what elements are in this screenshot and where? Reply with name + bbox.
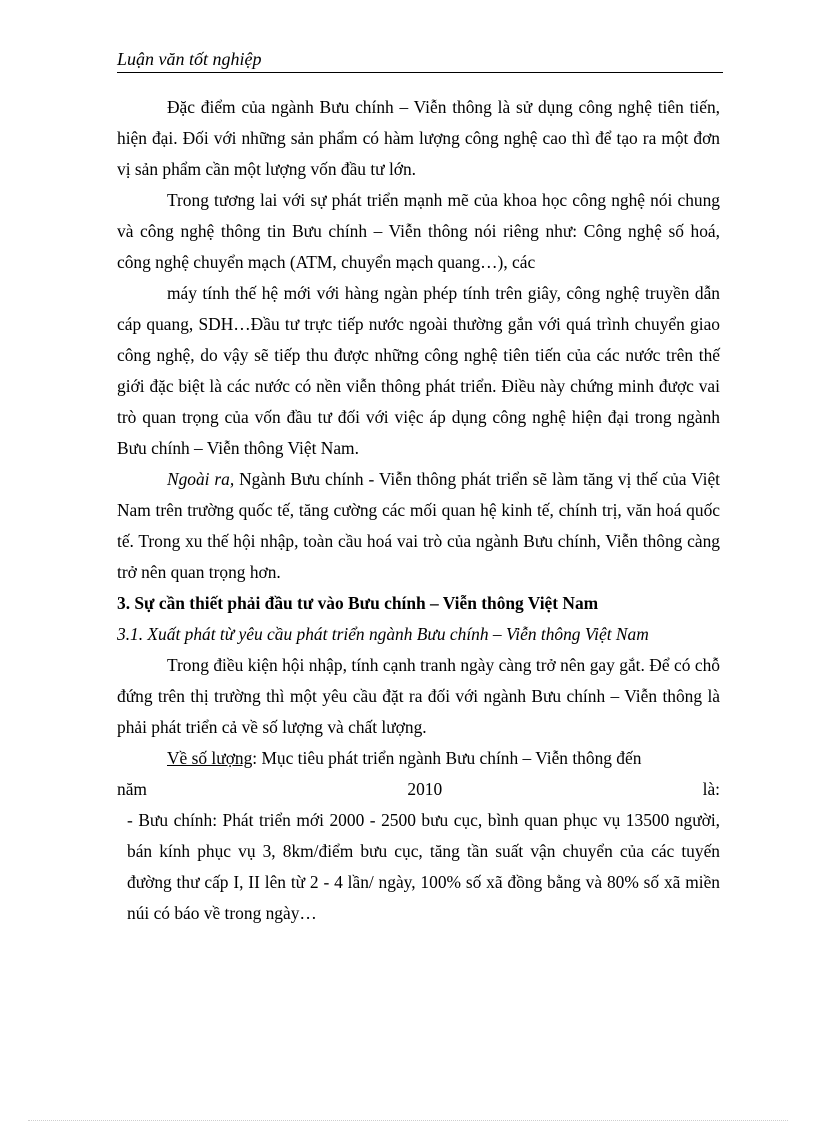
year-word-nam: năm bbox=[117, 779, 147, 799]
page-bottom-divider bbox=[28, 1120, 788, 1121]
quantity-text: : Mục tiêu phát triển ngành Bưu chính – Viễn thông đến bbox=[252, 748, 642, 768]
paragraph-besides bbox=[117, 464, 720, 588]
section-heading-3: 3. Sự cần thiết phải đầu tư vào Bưu chính – Viễn thông Việt Nam bbox=[117, 593, 599, 613]
header-title: Luận văn tốt nghiệp bbox=[117, 49, 262, 69]
section-heading-3-1: 3.1. Xuất phát từ yêu cầu phát triển ngành Bưu chính – Viễn thông Việt Nam bbox=[117, 624, 649, 644]
year-word-la: là: bbox=[702, 779, 720, 799]
paragraph-future: Trong tương lai với sự phát triển mạnh mẽ của khoa học công nghệ nói chung và công nghệ thông tin Bưu chính – Viễn thông nói riêng như: Công nghệ số hoá, công nghệ chuyển mạch (ATM, chuyển mạch quang…), các bbox=[117, 190, 720, 272]
year-line bbox=[117, 774, 720, 805]
besides-lead: Ngoài ra, bbox=[167, 469, 235, 489]
paragraph-computers-text: máy tính thế hệ mới với hàng ngàn phép tính trên giây, công nghệ truyền dẫn cáp quang, SDH…Đầu tư trực tiếp nước ngoài thường gắn với quá trình chuyển giao công nghệ, do vậy sẽ tiếp thu được những công nghệ tiên tiến của các nước trên thế giới đặc biệt là các nước có nền viễn thông phát triển. Điều này chứng minh được vai trò quan trọng của vốn đầu tư đối với việc áp dụng công nghệ hiện đại trong ngành Bưu chính – Viễn thông Việt Nam. bbox=[117, 283, 720, 458]
year-value: 2010 bbox=[407, 779, 443, 799]
paragraph-integration: Trong điều kiện hội nhập, tính cạnh tranh ngày càng trở nên gay gắt. Để có chỗ đứng trên thị trường thì một yêu cầu đặt ra đối với ngành Bưu chính – Viễn thông là phải phát triển cả về số lượng và chất lượng. bbox=[117, 655, 720, 737]
paragraph-computers bbox=[117, 278, 720, 464]
paragraph-postal-targets: - Bưu chính: Phát triển mới 2000 - 2500 bưu cục, bình quan phục vụ 13500 người, bán kính phục vụ 3, 8km/điểm bưu cục, tăng tần suất vận chuyển của các tuyến đường thư cấp I, II lên từ 2 - 4 lần/ ngày, 100% số xã đồng bằng và 80% số xã miền núi có báo về trong ngày… bbox=[127, 810, 720, 923]
paragraph-quantity bbox=[117, 743, 720, 774]
paragraph-technology: Đặc điểm của ngành Bưu chính – Viễn thông là sử dụng công nghệ tiên tiến, hiện đại. Đối với những sản phẩm có hàm lượng công nghệ cao thì để tạo ra một đơn vị sản phẩm cần một lượng vốn đầu tư lớn. bbox=[117, 97, 720, 179]
besides-text: Ngành Bưu chính - Viễn thông phát triển sẽ làm tăng vị thế của Việt Nam trên trường quốc tế, tăng cường các mối quan hệ kinh tế, chính trị, văn hoá quốc tế. Trong xu thế hội nhập, toàn cầu hoá vai trò của ngành Bưu chính, Viễn thông càng trở nên quan trọng hơn. bbox=[117, 469, 720, 582]
document-body bbox=[117, 92, 720, 929]
quantity-label: Về số lượng bbox=[167, 748, 253, 768]
page-header bbox=[117, 48, 723, 73]
